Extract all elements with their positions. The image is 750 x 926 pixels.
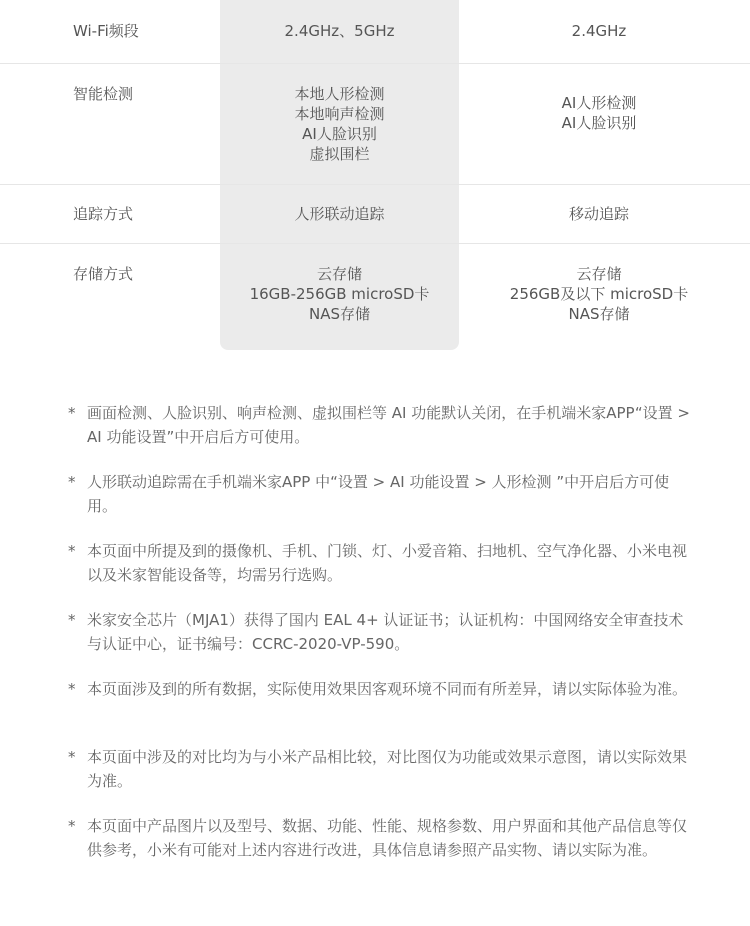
row-label: 智能检测 — [73, 85, 134, 103]
footnote-bullet: * — [68, 542, 76, 560]
cell-col2: 云存储 256GB及以下 microSD卡 NAS存储 — [509, 265, 689, 323]
footnote-item — [68, 745, 690, 793]
footnote-item — [68, 470, 690, 518]
cell-col2: 移动追踪 — [568, 205, 629, 223]
footnote-item — [68, 401, 690, 449]
footnote-text: 画面检测、人脸识别、响声检测、虚拟围栏等 AI 功能默认关闭，在手机端米家APP“设置 > AI 功能设置”中开启后方可使用。 — [87, 404, 690, 446]
cell-col2: 2.4GHz — [571, 22, 627, 40]
footnote-bullet: * — [68, 748, 76, 766]
row-label: 追踪方式 — [73, 205, 134, 223]
row-label: Wi-Fi频段 — [73, 22, 139, 40]
cell-col1: 2.4GHz、5GHz — [284, 22, 395, 40]
footnote-bullet: * — [68, 404, 76, 422]
footnote-bullet: * — [68, 817, 76, 835]
footnote-text: 本页面中涉及的对比均为与小米产品相比较，对比图仅为功能或效果示意图，请以实际效果为准。 — [87, 748, 688, 790]
cell-col1: 本地人形检测 本地响声检测 AI人脸识别 虚拟围栏 — [294, 85, 385, 163]
footnote-item — [68, 539, 690, 587]
footnote-text: 本页面中产品图片以及型号、数据、功能、性能、规格参数、用户界面和其他产品信息等仅供参考，小米有可能对上述内容进行改进，具体信息请参照产品实物、请以实际为准。 — [87, 817, 688, 859]
row-divider — [0, 63, 750, 64]
footnote-bullet: * — [68, 680, 76, 698]
row-label: 存储方式 — [73, 265, 134, 283]
footnote-item — [68, 608, 690, 656]
footnote-text: 本页面中所提及到的摄像机、手机、门锁、灯、小爱音箱、扫地机、空气净化器、小米电视以及米家智能设备等，均需另行选购。 — [87, 542, 688, 584]
row-divider — [0, 184, 750, 185]
footnote-item — [68, 814, 690, 862]
footnote-bullet: * — [68, 473, 76, 491]
footnote-text: 米家安全芯片（MJA1）获得了国内 EAL 4+ 认证证书；认证机构：中国网络安全审查技术与认证中心，证书编号：CCRC-2020-VP-590。 — [87, 611, 684, 653]
row-divider — [0, 243, 750, 244]
footnote-item — [68, 677, 690, 701]
footnote-bullet: * — [68, 611, 76, 629]
footnote-text: 人形联动追踪需在手机端米家APP 中“设置 > AI 功能设置 > 人形检测 ”中开启后方可使用。 — [87, 473, 670, 515]
cell-col2: AI人形检测 AI人脸识别 — [561, 94, 637, 132]
cell-col1: 云存储 16GB-256GB microSD卡 NAS存储 — [249, 265, 430, 323]
footnote-text: 本页面涉及到的所有数据，实际使用效果因客观环境不同而有所差异，请以实际体验为准。 — [87, 680, 688, 698]
cell-col1: 人形联动追踪 — [294, 205, 385, 223]
